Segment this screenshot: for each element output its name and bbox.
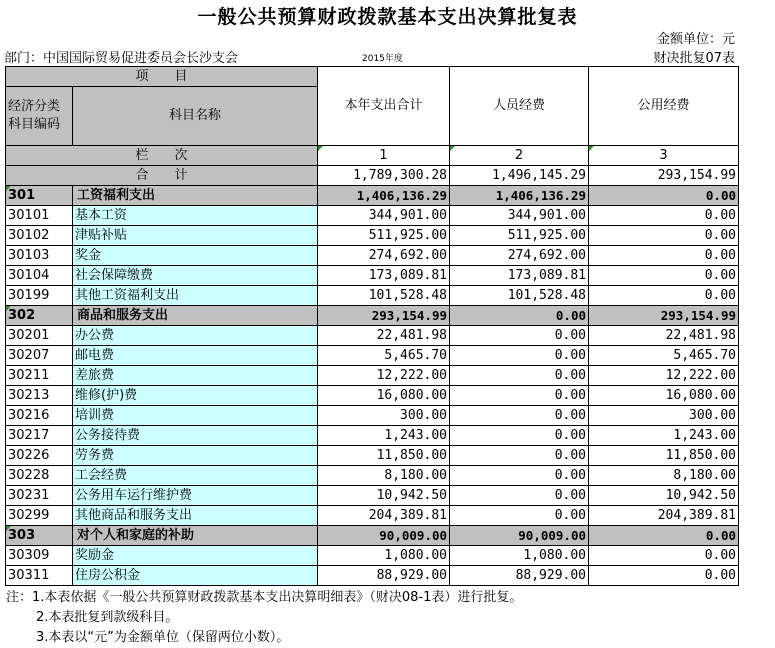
row-name: 工资福利支出 <box>73 186 318 206</box>
row-public: 300.00 <box>589 406 739 426</box>
row-total: 88,929.00 <box>318 566 450 586</box>
row-personnel: 0.00 <box>450 466 589 486</box>
column-index-1: 1 <box>318 146 450 166</box>
total-row-personnel: 1,496,145.29 <box>450 166 589 186</box>
row-personnel: 0.00 <box>450 366 589 386</box>
section-row <box>6 526 739 546</box>
row-public: 22,481.98 <box>589 326 739 346</box>
row-personnel: 0.00 <box>450 326 589 346</box>
note-2: 2.本表批复到款级科目。 <box>36 610 179 625</box>
row-public: 0.00 <box>589 206 739 226</box>
row-personnel: 0.00 <box>450 306 589 326</box>
section-row <box>6 306 739 326</box>
form-number: 财决批复07表 <box>653 51 735 66</box>
total-row-label: 合 计 <box>6 166 318 186</box>
row-public: 11,850.00 <box>589 446 739 466</box>
total-row-public: 293,154.99 <box>589 166 739 186</box>
table-row <box>6 226 739 246</box>
row-personnel: 90,009.00 <box>450 526 589 546</box>
note-3: 3.本表以“元”为金额单位（保留两位小数）。 <box>36 630 290 645</box>
table-row <box>6 506 739 526</box>
row-public: 0.00 <box>589 226 739 246</box>
table-row <box>6 486 739 506</box>
row-name: 工会经费 <box>73 466 318 486</box>
header-public: 公用经费 <box>589 67 739 146</box>
row-code: 302 <box>6 306 73 326</box>
row-total: 11,850.00 <box>318 446 450 466</box>
header-personnel: 人员经费 <box>450 67 589 146</box>
row-code: 30207 <box>6 346 73 366</box>
table-row <box>6 326 739 346</box>
row-total: 8,180.00 <box>318 466 450 486</box>
row-name: 津贴补贴 <box>73 226 318 246</box>
table-row <box>6 246 739 266</box>
row-name: 住房公积金 <box>73 566 318 586</box>
row-code: 30103 <box>6 246 73 266</box>
row-public: 10,942.50 <box>589 486 739 506</box>
row-code: 301 <box>6 186 73 206</box>
table-row <box>6 206 739 226</box>
row-total: 12,222.00 <box>318 366 450 386</box>
section-row <box>6 186 739 206</box>
row-code: 30102 <box>6 226 73 246</box>
row-name: 培训费 <box>73 406 318 426</box>
row-name: 劳务费 <box>73 446 318 466</box>
row-public: 0.00 <box>589 266 739 286</box>
row-public: 0.00 <box>589 186 739 206</box>
row-personnel: 0.00 <box>450 486 589 506</box>
row-personnel: 274,692.00 <box>450 246 589 266</box>
header-code: 经济分类科目编码 <box>6 87 73 146</box>
row-code: 30228 <box>6 466 73 486</box>
row-total: 22,481.98 <box>318 326 450 346</box>
footnotes <box>6 588 522 648</box>
table-row <box>6 406 739 426</box>
row-total: 204,389.81 <box>318 506 450 526</box>
row-name: 奖励金 <box>73 546 318 566</box>
row-personnel: 0.00 <box>450 386 589 406</box>
row-total: 173,089.81 <box>318 266 450 286</box>
row-public: 1,243.00 <box>589 426 739 446</box>
row-total: 10,942.50 <box>318 486 450 506</box>
row-code: 30101 <box>6 206 73 226</box>
row-code: 30309 <box>6 546 73 566</box>
row-public: 12,222.00 <box>589 366 739 386</box>
row-personnel: 0.00 <box>450 346 589 366</box>
row-code: 30299 <box>6 506 73 526</box>
row-total: 1,243.00 <box>318 426 450 446</box>
expenditure-table <box>5 66 739 586</box>
row-total: 101,528.48 <box>318 286 450 306</box>
row-name: 公务接待费 <box>73 426 318 446</box>
row-personnel: 0.00 <box>450 426 589 446</box>
row-name: 社会保障缴费 <box>73 266 318 286</box>
row-name: 对个人和家庭的补助 <box>73 526 318 546</box>
column-index-2: 2 <box>450 146 589 166</box>
row-total: 1,406,136.29 <box>318 186 450 206</box>
row-personnel: 101,528.48 <box>450 286 589 306</box>
row-name: 其他工资福利支出 <box>73 286 318 306</box>
row-name: 差旅费 <box>73 366 318 386</box>
row-public: 8,180.00 <box>589 466 739 486</box>
row-public: 0.00 <box>589 566 739 586</box>
row-public: 0.00 <box>589 286 739 306</box>
table-row <box>6 566 739 586</box>
row-personnel: 88,929.00 <box>450 566 589 586</box>
row-public: 204,389.81 <box>589 506 739 526</box>
table-row <box>6 266 739 286</box>
row-name: 维修(护)费 <box>73 386 318 406</box>
row-total: 5,465.70 <box>318 346 450 366</box>
row-total: 293,154.99 <box>318 306 450 326</box>
row-code: 30231 <box>6 486 73 506</box>
table-row <box>6 366 739 386</box>
table-row <box>6 286 739 306</box>
row-code: 30311 <box>6 566 73 586</box>
report-title: 一般公共预算财政拨款基本支出决算批复表 <box>197 6 578 28</box>
column-index-label: 栏 次 <box>6 146 318 166</box>
row-public: 0.00 <box>589 246 739 266</box>
row-code: 30104 <box>6 266 73 286</box>
department-label: 部门：中国国际贸易促进委员会长沙支会 <box>4 51 239 66</box>
row-public: 5,465.70 <box>589 346 739 366</box>
row-total: 1,080.00 <box>318 546 450 566</box>
row-public: 293,154.99 <box>589 306 739 326</box>
row-total: 300.00 <box>318 406 450 426</box>
row-personnel: 1,406,136.29 <box>450 186 589 206</box>
header-total: 本年支出合计 <box>318 67 450 146</box>
row-code: 30199 <box>6 286 73 306</box>
row-name: 邮电费 <box>73 346 318 366</box>
row-personnel: 0.00 <box>450 406 589 426</box>
fiscal-year: 2015年度 <box>362 54 403 64</box>
row-personnel: 0.00 <box>450 446 589 466</box>
row-total: 90,009.00 <box>318 526 450 546</box>
header-item: 项 目 <box>6 67 318 87</box>
row-code: 30211 <box>6 366 73 386</box>
table-row <box>6 446 739 466</box>
row-personnel: 344,901.00 <box>450 206 589 226</box>
row-public: 0.00 <box>589 526 739 546</box>
table-row <box>6 466 739 486</box>
row-public: 16,080.00 <box>589 386 739 406</box>
row-name: 其他商品和服务支出 <box>73 506 318 526</box>
table-row <box>6 426 739 446</box>
row-name: 办公费 <box>73 326 318 346</box>
row-name: 商品和服务支出 <box>73 306 318 326</box>
total-row-total: 1,789,300.28 <box>318 166 450 186</box>
row-personnel: 0.00 <box>450 506 589 526</box>
row-total: 16,080.00 <box>318 386 450 406</box>
row-name: 基本工资 <box>73 206 318 226</box>
amount-unit: 金额单位：元 <box>656 32 735 47</box>
row-code: 30201 <box>6 326 73 346</box>
note-1: 注：1.本表依据《一般公共预算财政拨款基本支出决算明细表》（财决08-1表）进行批复。 <box>6 590 523 605</box>
row-total: 344,901.00 <box>318 206 450 226</box>
row-personnel: 1,080.00 <box>450 546 589 566</box>
row-name: 公务用车运行维护费 <box>73 486 318 506</box>
column-index-3: 3 <box>589 146 739 166</box>
row-public: 0.00 <box>589 546 739 566</box>
row-personnel: 511,925.00 <box>450 226 589 246</box>
row-code: 303 <box>6 526 73 546</box>
row-code: 30216 <box>6 406 73 426</box>
table-row <box>6 386 739 406</box>
row-code: 30226 <box>6 446 73 466</box>
table-row <box>6 346 739 366</box>
header-name: 科目名称 <box>73 87 318 146</box>
row-total: 274,692.00 <box>318 246 450 266</box>
table-row <box>6 546 739 566</box>
row-name: 奖金 <box>73 246 318 266</box>
row-code: 30213 <box>6 386 73 406</box>
row-code: 30217 <box>6 426 73 446</box>
row-total: 511,925.00 <box>318 226 450 246</box>
row-personnel: 173,089.81 <box>450 266 589 286</box>
